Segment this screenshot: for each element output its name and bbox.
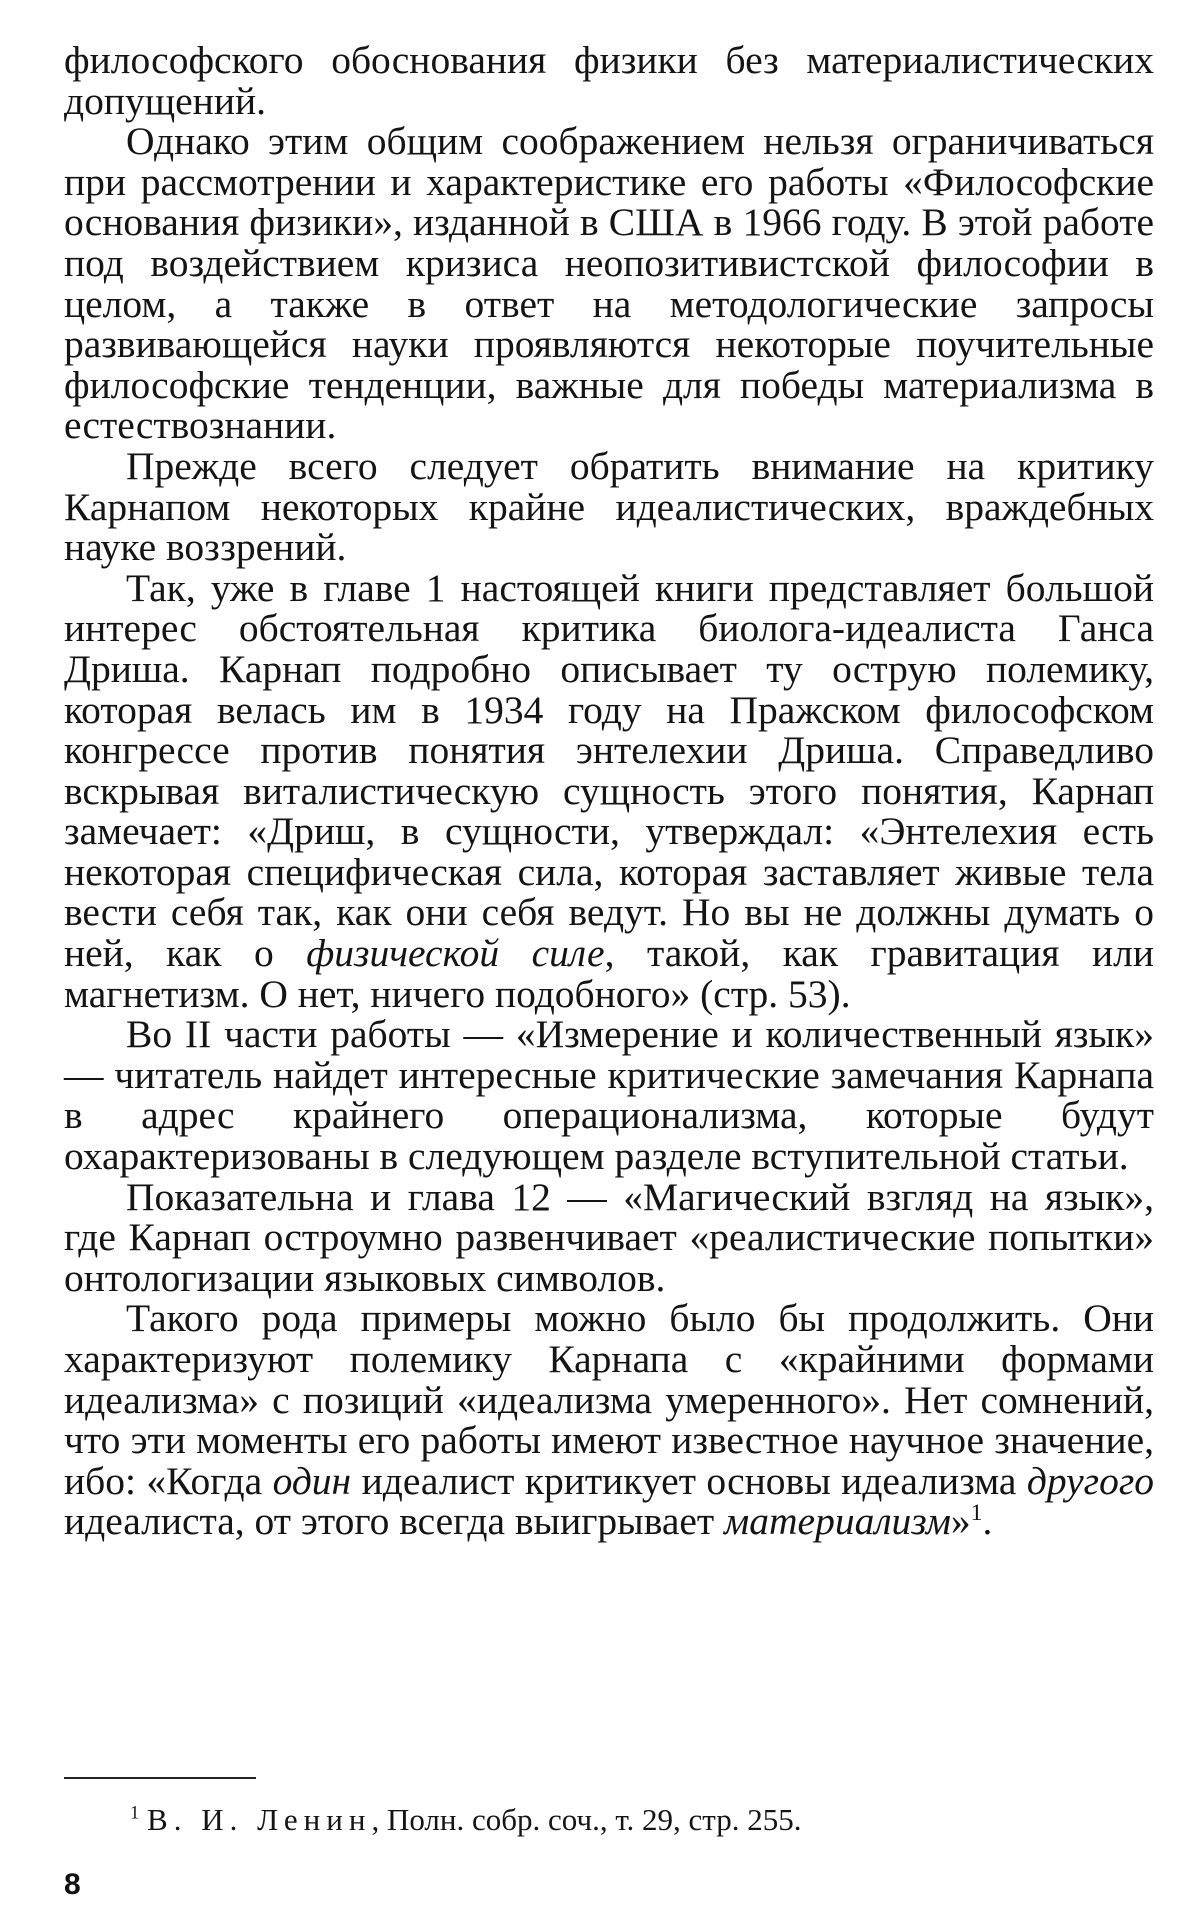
footnote-divider — [64, 1777, 256, 1779]
page-number: 8 — [64, 1868, 81, 1901]
footnote-text: , Полн. собр. соч., т. 29, стр. 255. — [371, 1802, 802, 1837]
text-run: Так, уже в главе 1 настоящей книги представляет большой интерес обстоятельная критика биолога-идеалиста Ганса Дриша. Карнап подробно описывает ту острую полемику, которая велась им в 1934 году на Пражском философском конгрессе против понятия энтелехии Дриша. Справедливо вскрывая виталистическую сущность этого понятия, Карнап замечает: «Дриш, в сущности, утверждал: «Энтелехия есть некоторая специфическая сила, которая заставляет живые тела вести себя так, как они себя ведут. Но вы не должны думать о ней, как о — [64, 565, 1154, 976]
paragraph — [64, 565, 1154, 1016]
text-run: . — [982, 1499, 993, 1544]
emphasis-text: один — [272, 1458, 352, 1503]
paragraph: Прежде всего следует обратить внимание на критику Карнапом некоторых крайне идеалистических, враждебных науке воззрений. — [64, 443, 1154, 570]
paragraph: Показательна и глава 12 — «Магический взгляд на язык», где Карнап остроумно развенчивает «реалистические попытки» онтологизации языковых символов. — [64, 1174, 1154, 1300]
emphasis-text: физической силе — [306, 931, 605, 976]
footnote-author: В. И. Ленин — [147, 1802, 372, 1837]
footnote-reference: 1 — [970, 1500, 983, 1527]
text-run: идеалиста, от этого всегда выигрывает — [64, 1499, 725, 1544]
paragraph: Однако этим общим соображением нельзя ограничиваться при рассмотрении и характеристике его работы «Философские основания физики», изданной в США в 1966 году. В этой работе под воздействием кризиса неопозитивистской философии в целом, а также в ответ на методологические запросы развивающейся науки проявляются некоторые поучительные философские тенденции, важные для победы материализма в естествознании. — [64, 119, 1154, 448]
text-run: , такой, как гравитация или магнетизм. О нет, ничего подобного» (стр. 53). — [64, 931, 1154, 1016]
paragraph — [64, 1298, 1154, 1542]
text-run: » — [950, 1499, 971, 1544]
paragraph: Во II части работы — «Измерение и количественный язык» — читатель найдет интересные критические замечания Карнапа в адрес крайнего операционализма, которые будут охарактеризованы в следующем разделе вступительной статьи. — [64, 1012, 1154, 1179]
footnote-marker: 1 — [130, 1802, 140, 1824]
text-run: Такого рода примеры можно было бы продолжить. Они характеризуют полемику Карнапа с «крайними формами идеализма» с позиций «идеализма умеренного». Нет сомнений, что эти моменты его работы имеют известное научное значение, ибо: «Когда — [64, 1296, 1154, 1503]
paragraph-continuation: философского обоснования физики без материалистических допущений. — [64, 38, 1154, 123]
footnote — [130, 1802, 801, 1838]
emphasis-text: материализм — [724, 1499, 951, 1544]
page-body — [64, 40, 1154, 1542]
text-run: идеалист критикует основы идеализма — [351, 1458, 1027, 1503]
emphasis-text: другого — [1026, 1458, 1154, 1503]
